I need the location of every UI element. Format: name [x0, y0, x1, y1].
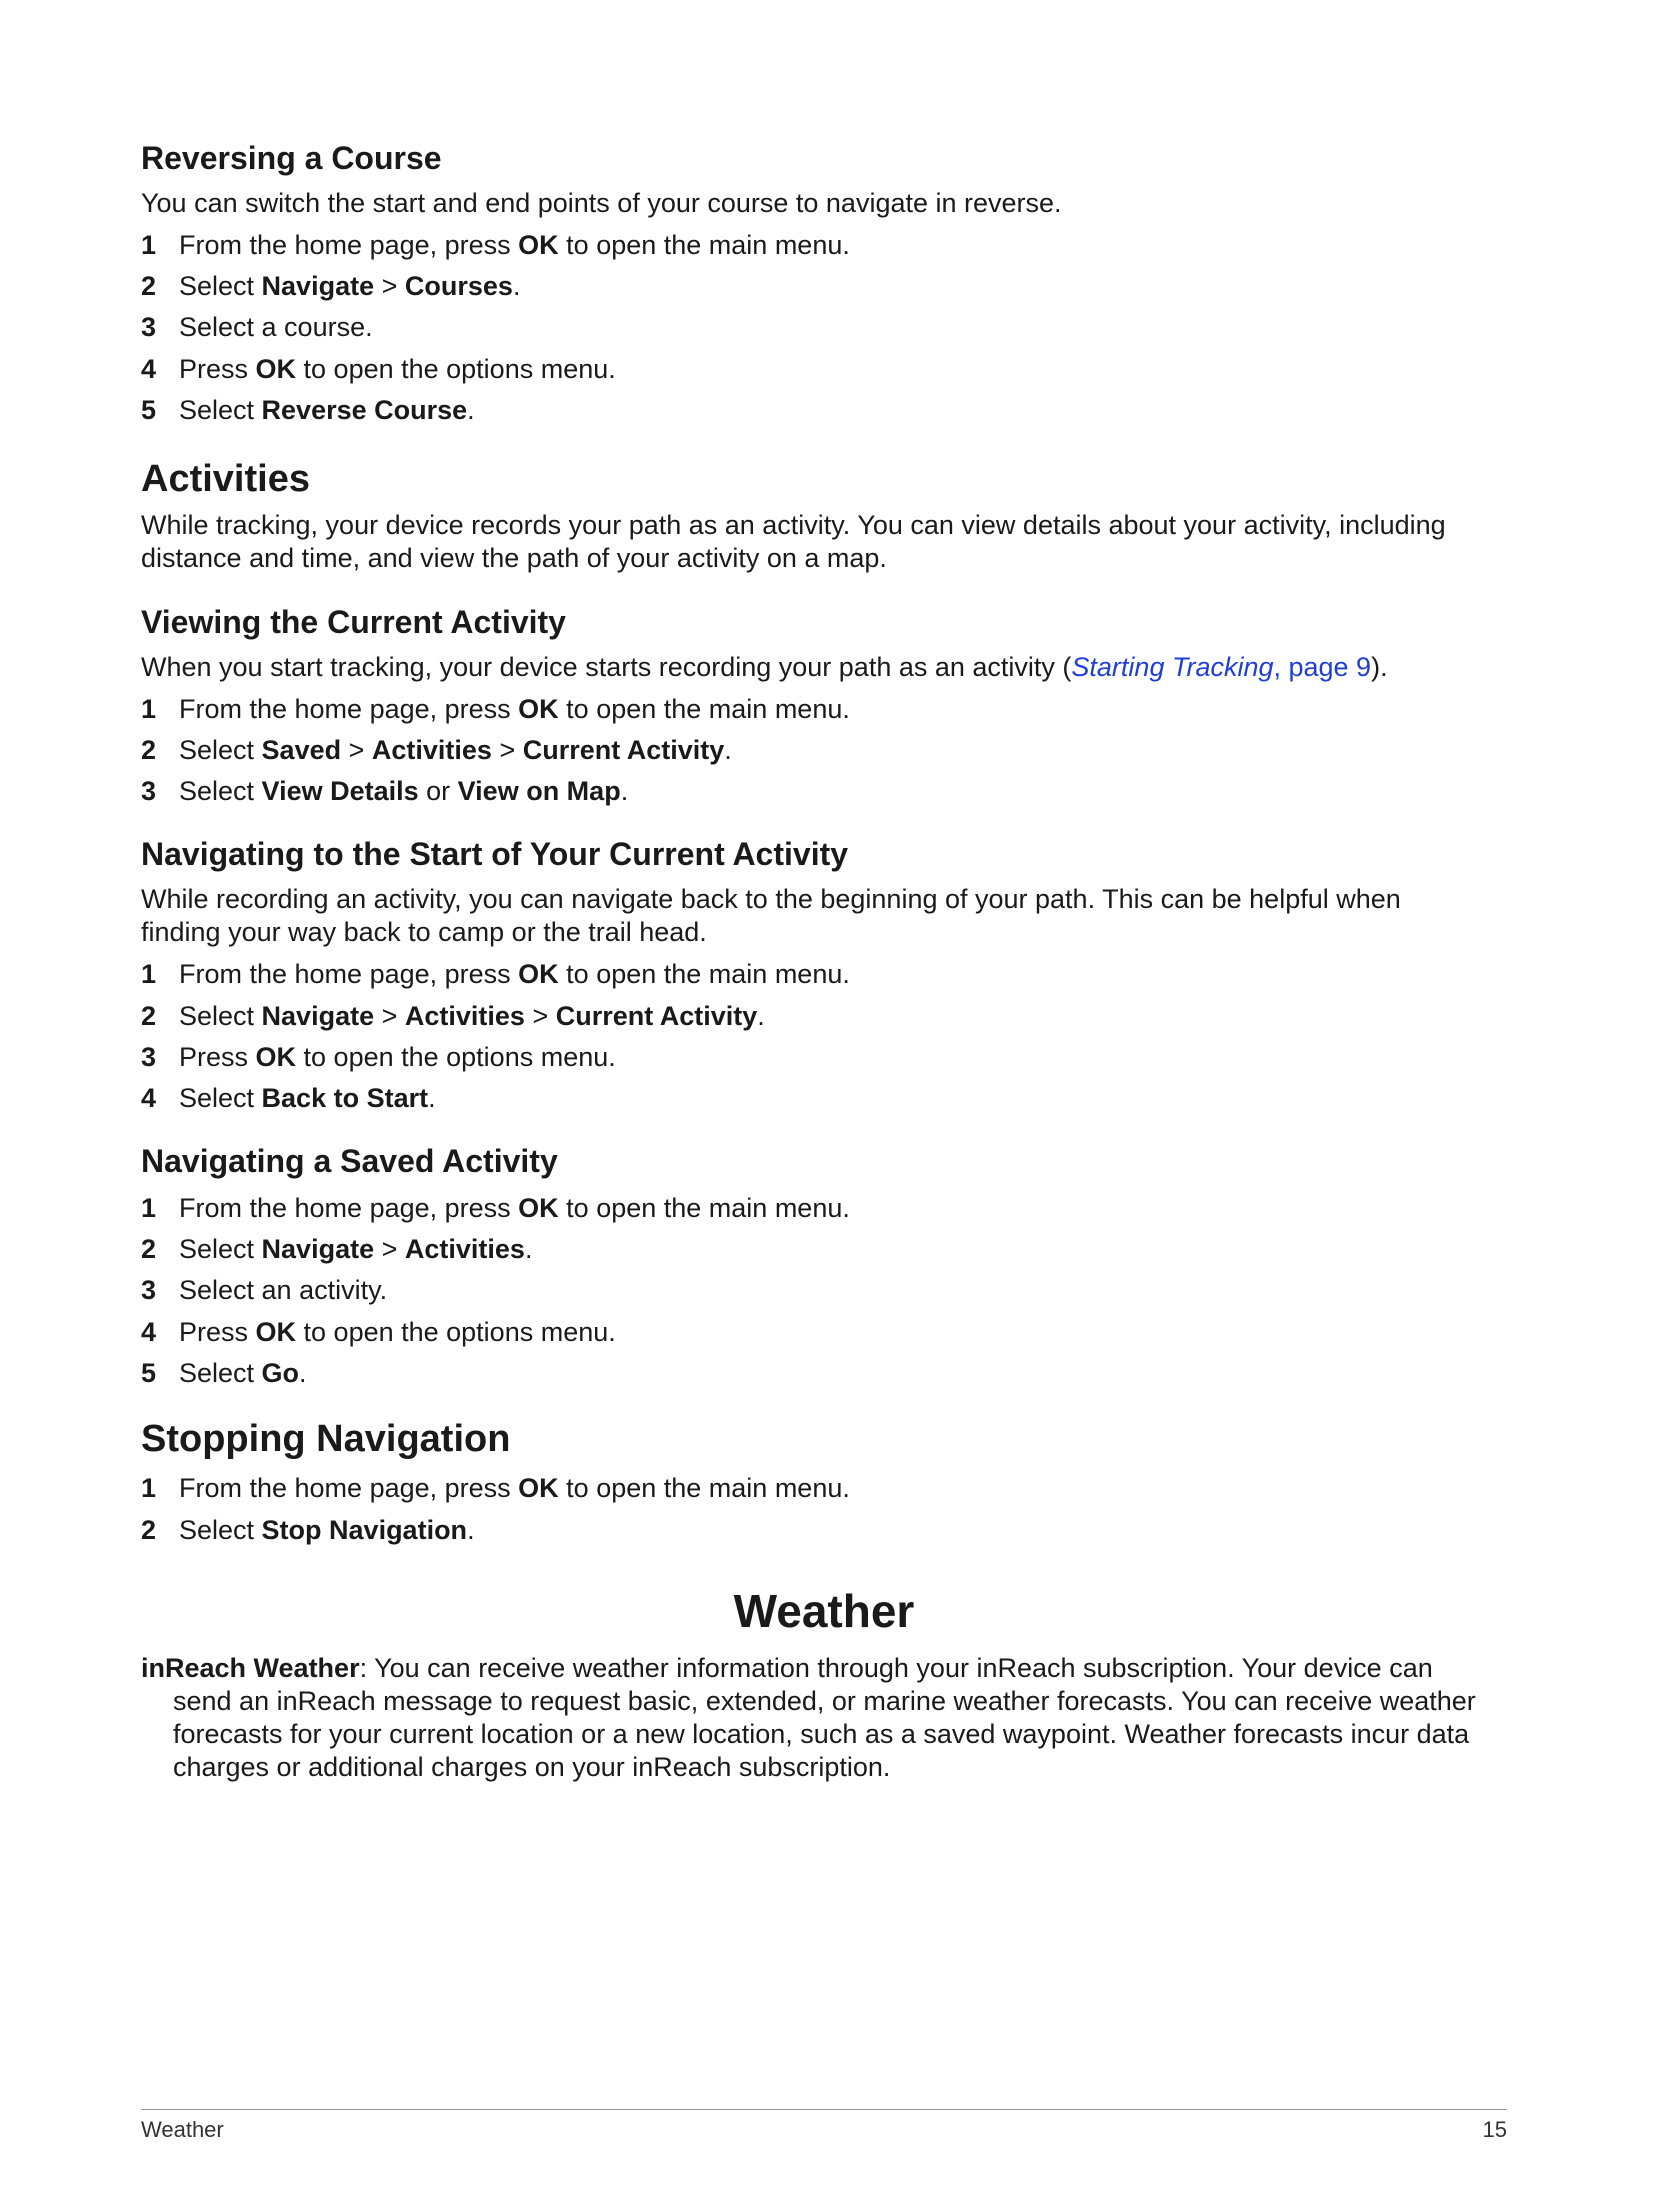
- step-text: Press: [179, 1317, 256, 1347]
- step-item: [141, 1513, 475, 1547]
- definition-term: inReach Weather: [141, 1653, 360, 1683]
- step-bold-term: OK: [518, 959, 559, 989]
- step-text: to open the options menu.: [296, 354, 616, 384]
- step-separator: >: [491, 735, 523, 765]
- step-text: to open the main menu.: [558, 959, 850, 989]
- step-bold-term: Navigate: [261, 1234, 375, 1264]
- heading-activities: Activities: [141, 458, 310, 500]
- step-bold-term: Navigate: [261, 271, 375, 301]
- step-separator: >: [341, 735, 372, 765]
- step-text: Press: [179, 1042, 256, 1072]
- definition-line: send an inReach message to request basic, extended, or marine weather forecasts. You can receive weather: [173, 1686, 1476, 1716]
- step-text: Select: [179, 271, 262, 301]
- link-starting-tracking[interactable]: [1071, 652, 1371, 682]
- step-text: .: [467, 1515, 475, 1545]
- step-number: 3: [141, 312, 157, 342]
- step-text: Select: [179, 1515, 262, 1545]
- footer-divider: [141, 2109, 1507, 2110]
- heading-reversing-a-course: Reversing a Course: [141, 140, 442, 176]
- step-number: 2: [141, 1234, 157, 1264]
- step-separator: >: [524, 1001, 556, 1031]
- step-item: [141, 957, 850, 991]
- step-item: [141, 1315, 616, 1349]
- step-number: 5: [141, 1358, 157, 1388]
- step-text: From the home page, press: [179, 230, 519, 260]
- manual-page: [141, 0, 1507, 2197]
- step-separator: >: [374, 271, 405, 301]
- step-text: Select: [179, 395, 262, 425]
- definition-line: charges or additional charges on your inReach subscription.: [173, 1752, 891, 1782]
- step-text: Select: [179, 1234, 262, 1264]
- step-text: Select: [179, 776, 262, 806]
- paragraph-navstart-line1: While recording an activity, you can navigate back to the beginning of your path. This can be helpful when: [141, 884, 1401, 914]
- step-item: [141, 393, 475, 427]
- step-text: From the home page, press: [179, 1193, 519, 1223]
- step-number: 4: [141, 1317, 157, 1347]
- paragraph-reversing-intro: You can switch the start and end points of your course to navigate in reverse.: [141, 188, 1062, 218]
- step-item: [141, 1081, 436, 1115]
- step-item: [141, 1356, 307, 1390]
- step-separator: >: [374, 1234, 405, 1264]
- step-item: [141, 228, 850, 262]
- step-number: 4: [141, 1083, 157, 1113]
- definition-line: forecasts for your current location or a new location, such as a saved waypoint. Weather forecasts incur data: [173, 1719, 1470, 1749]
- step-number: 3: [141, 1275, 157, 1305]
- step-text: or: [418, 776, 458, 806]
- step-number: 1: [141, 230, 157, 260]
- step-bold-term: View on Map: [457, 776, 621, 806]
- step-bold-term: Current Activity: [555, 1001, 758, 1031]
- step-item: [141, 269, 520, 303]
- link-title: Starting Tracking: [1071, 652, 1274, 682]
- step-item: [141, 1471, 850, 1505]
- heading-navigating-saved-activity: Navigating a Saved Activity: [141, 1143, 558, 1179]
- step-bold-term: View Details: [261, 776, 419, 806]
- step-text: to open the main menu.: [558, 230, 850, 260]
- step-bold-term: OK: [255, 1317, 297, 1347]
- step-text: to open the options menu.: [296, 1042, 616, 1072]
- step-text: .: [724, 735, 732, 765]
- paragraph-text: When you start tracking, your device starts recording your path as an activity (: [141, 652, 1072, 682]
- step-bold-term: Saved: [261, 735, 342, 765]
- footer-page-number: 15: [1482, 2117, 1507, 2142]
- step-bold-term: Reverse Course: [261, 395, 468, 425]
- step-number: 1: [141, 1473, 157, 1503]
- step-item: [141, 692, 850, 726]
- step-text: Press: [179, 354, 256, 384]
- step-bold-term: Courses: [404, 271, 513, 301]
- step-text: to open the main menu.: [558, 694, 850, 724]
- step-number: 1: [141, 959, 157, 989]
- step-number: 3: [141, 1042, 157, 1072]
- step-number: 2: [141, 1001, 157, 1031]
- step-bold-term: Go: [261, 1358, 300, 1388]
- step-bold-term: OK: [255, 354, 297, 384]
- step-bold-term: Activities: [404, 1001, 525, 1031]
- step-bold-term: OK: [518, 1473, 559, 1503]
- step-bold-term: OK: [518, 1193, 559, 1223]
- paragraph-text: ).: [1371, 652, 1388, 682]
- step-number: 5: [141, 395, 157, 425]
- step-item: [141, 1232, 532, 1266]
- step-bold-term: OK: [255, 1042, 297, 1072]
- step-text: From the home page, press: [179, 959, 519, 989]
- step-text: .: [524, 1234, 533, 1264]
- step-item: [141, 774, 628, 808]
- step-text: to open the options menu.: [296, 1317, 616, 1347]
- step-bold-term: Activities: [404, 1234, 525, 1264]
- step-number: 2: [141, 1515, 157, 1545]
- step-text: Select a course.: [179, 312, 373, 342]
- footer-section-name: Weather: [141, 2117, 224, 2142]
- definition-inreach-weather: [141, 1652, 1507, 1784]
- step-text: Select: [179, 1358, 262, 1388]
- step-bold-term: Current Activity: [522, 735, 725, 765]
- step-number: 2: [141, 271, 157, 301]
- paragraph-viewing-intro: [141, 650, 1388, 684]
- link-page: , page 9: [1273, 652, 1372, 682]
- heading-viewing-current-activity: Viewing the Current Activity: [141, 604, 566, 640]
- paragraph-activities-line1: While tracking, your device records your path as an activity. You can view details about your activity, including: [141, 510, 1446, 540]
- step-text: to open the main menu.: [558, 1193, 850, 1223]
- step-item: [141, 1273, 387, 1307]
- step-number: 2: [141, 735, 157, 765]
- step-item: [141, 352, 616, 386]
- definition-line: [141, 1652, 1507, 1685]
- step-text: .: [467, 395, 475, 425]
- step-item: [141, 999, 765, 1033]
- step-item: [141, 733, 732, 767]
- step-text: From the home page, press: [179, 694, 519, 724]
- step-text: .: [512, 271, 521, 301]
- step-bold-term: Back to Start: [261, 1083, 429, 1113]
- step-text: .: [620, 776, 629, 806]
- step-separator: >: [374, 1001, 405, 1031]
- paragraph-activities-line2: distance and time, and view the path of your activity on a map.: [141, 543, 887, 573]
- step-bold-term: Activities: [371, 735, 492, 765]
- step-text: Select: [179, 1001, 262, 1031]
- step-bold-term: Stop Navigation: [261, 1515, 468, 1545]
- step-text: .: [757, 1001, 765, 1031]
- step-number: 1: [141, 694, 157, 724]
- step-item: [141, 1040, 616, 1074]
- heading-stopping-navigation: Stopping Navigation: [141, 1418, 511, 1460]
- paragraph-navstart-line2: finding your way back to camp or the trail head.: [141, 917, 707, 947]
- step-text: From the home page, press: [179, 1473, 519, 1503]
- definition-text: : You can receive weather information through your inReach subscription. Your device can: [359, 1653, 1433, 1683]
- step-bold-term: OK: [518, 230, 559, 260]
- step-item: [141, 310, 373, 344]
- step-text: to open the main menu.: [558, 1473, 850, 1503]
- step-text: Select: [179, 735, 262, 765]
- step-text: .: [428, 1083, 436, 1113]
- step-number: 4: [141, 354, 157, 384]
- heading-navigating-to-start: Navigating to the Start of Your Current Activity: [141, 836, 849, 872]
- step-number: 3: [141, 776, 157, 806]
- step-text: Select: [179, 1083, 262, 1113]
- heading-weather: Weather: [733, 1585, 915, 1637]
- step-bold-term: Navigate: [261, 1001, 375, 1031]
- step-item: [141, 1191, 850, 1225]
- step-bold-term: OK: [518, 694, 559, 724]
- step-text: Select an activity.: [179, 1275, 388, 1305]
- step-text: .: [299, 1358, 307, 1388]
- step-number: 1: [141, 1193, 157, 1223]
